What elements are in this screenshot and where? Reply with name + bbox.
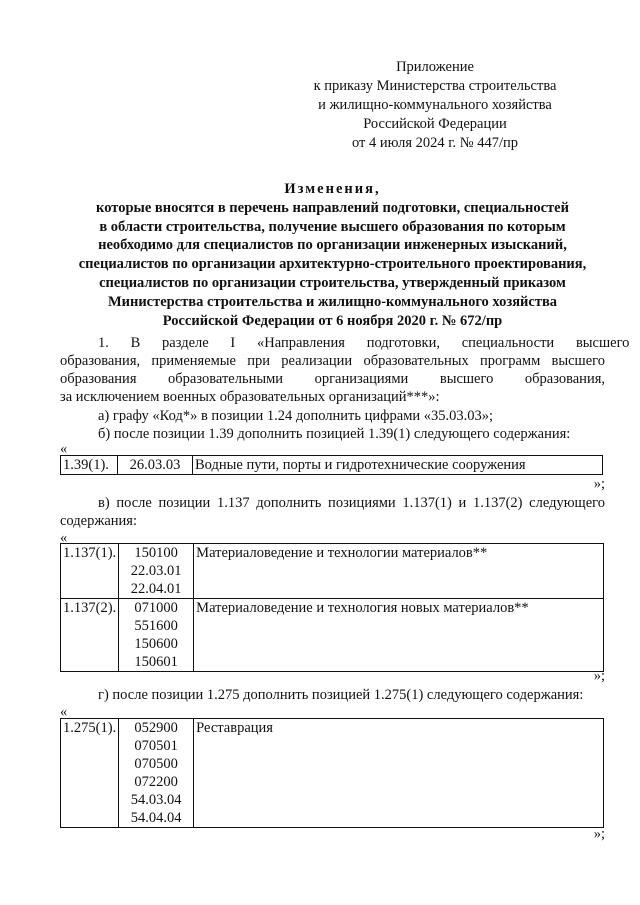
position-cell: 1.275(1). <box>61 719 119 828</box>
code-value: 22.03.01 <box>130 563 182 579</box>
code-value: 26.03.03 <box>129 457 181 473</box>
quote-open: « <box>60 441 68 457</box>
appendix-order-line: к приказу Министерства строительства <box>313 78 557 94</box>
position-cell: 1.137(2). <box>61 599 119 672</box>
amendment-table-b <box>60 455 603 475</box>
name-cell: Водные пути, порты и гидротехнические сооружения <box>193 456 603 475</box>
code-value: 551600 <box>134 618 178 634</box>
quote-open: « <box>60 704 68 720</box>
name-cell: Реставрация <box>194 719 604 828</box>
appendix-ministry-line: и жилищно-коммунального хозяйства <box>318 97 552 113</box>
quote-close: »; <box>593 476 605 492</box>
name-cell: Материаловедение и технология новых материалов** <box>194 599 604 672</box>
paragraph-1-line: образования образовательными организациями высшего образования, <box>60 371 605 387</box>
paragraph-1-line: 1. В разделе I «Направления подготовки, специальности высшего <box>98 335 630 351</box>
table-row <box>61 719 604 828</box>
code-value: 072200 <box>134 774 178 790</box>
position-cell: 1.39(1). <box>61 456 118 475</box>
table-row <box>61 544 604 599</box>
appendix-label: Приложение <box>396 59 474 75</box>
paragraph-1-line: за исключением военных образовательных организаций***»: <box>60 389 440 405</box>
appendix-country-line: Российской Федерации <box>363 116 507 132</box>
document-title <box>50 180 615 330</box>
code-value: 150100 <box>134 545 178 561</box>
code-cell <box>119 719 194 828</box>
code-value: 54.03.04 <box>130 792 182 808</box>
code-value: 54.04.04 <box>130 810 182 826</box>
table-row <box>61 599 604 672</box>
table-row <box>61 456 603 475</box>
title-line: которые вносятся в перечень направлений подготовки, специальностей <box>96 199 569 216</box>
item-v-line: в) после позиции 1.137 дополнить позициями 1.137(1) и 1.137(2) следующего <box>98 495 605 511</box>
amendment-table-g <box>60 718 604 828</box>
name-cell: Материаловедение и технологии материалов** <box>194 544 604 599</box>
code-cell <box>119 544 194 599</box>
item-v-line: содержания: <box>60 513 138 529</box>
paragraph-1-line: образования, применяемые при реализации образовательных программ высшего <box>60 353 605 369</box>
title-line: Российской Федерации от 6 ноября 2020 г. № 672/пр <box>162 312 503 329</box>
title-line: Министерства строительства и жилищно-коммунального хозяйства <box>107 293 558 310</box>
quote-close: »; <box>593 826 605 842</box>
item-a: а) графу «Код*» в позиции 1.24 дополнить цифрами «35.03.03»; <box>98 408 494 424</box>
position-cell: 1.137(1). <box>61 544 119 599</box>
title-line: специалистов по организации архитектурно-строительного проектирования, <box>78 256 587 273</box>
title-line: в области строительства, получение высшего образования по которым <box>99 218 566 235</box>
code-value: 071000 <box>134 600 178 616</box>
code-value: 22.04.01 <box>130 581 182 597</box>
title-line: специалистов по организации строительства, утвержденный приказом <box>99 274 566 291</box>
appendix-header <box>300 58 570 153</box>
code-value: 150601 <box>134 654 178 670</box>
quote-open: « <box>60 530 68 546</box>
code-value: 150600 <box>134 636 178 652</box>
code-cell <box>119 599 194 672</box>
item-v <box>60 494 605 530</box>
amendment-table-v <box>60 543 604 672</box>
item-g: г) после позиции 1.275 дополнить позицией 1.275(1) следующего содержания: <box>98 687 584 703</box>
item-b: б) после позиции 1.39 дополнить позицией 1.39(1) следующего содержания: <box>98 426 571 442</box>
title-heading: Изменения, <box>284 181 381 197</box>
quote-close: »; <box>593 668 605 684</box>
code-value: 070500 <box>134 756 178 772</box>
code-cell <box>118 456 193 475</box>
code-value: 052900 <box>134 720 178 736</box>
paragraph-1 <box>60 334 630 406</box>
appendix-date-line: от 4 июля 2024 г. № 447/пр <box>351 135 519 151</box>
code-value: 070501 <box>134 738 178 754</box>
title-line: необходимо для специалистов по организации инженерных изысканий, <box>98 237 567 254</box>
